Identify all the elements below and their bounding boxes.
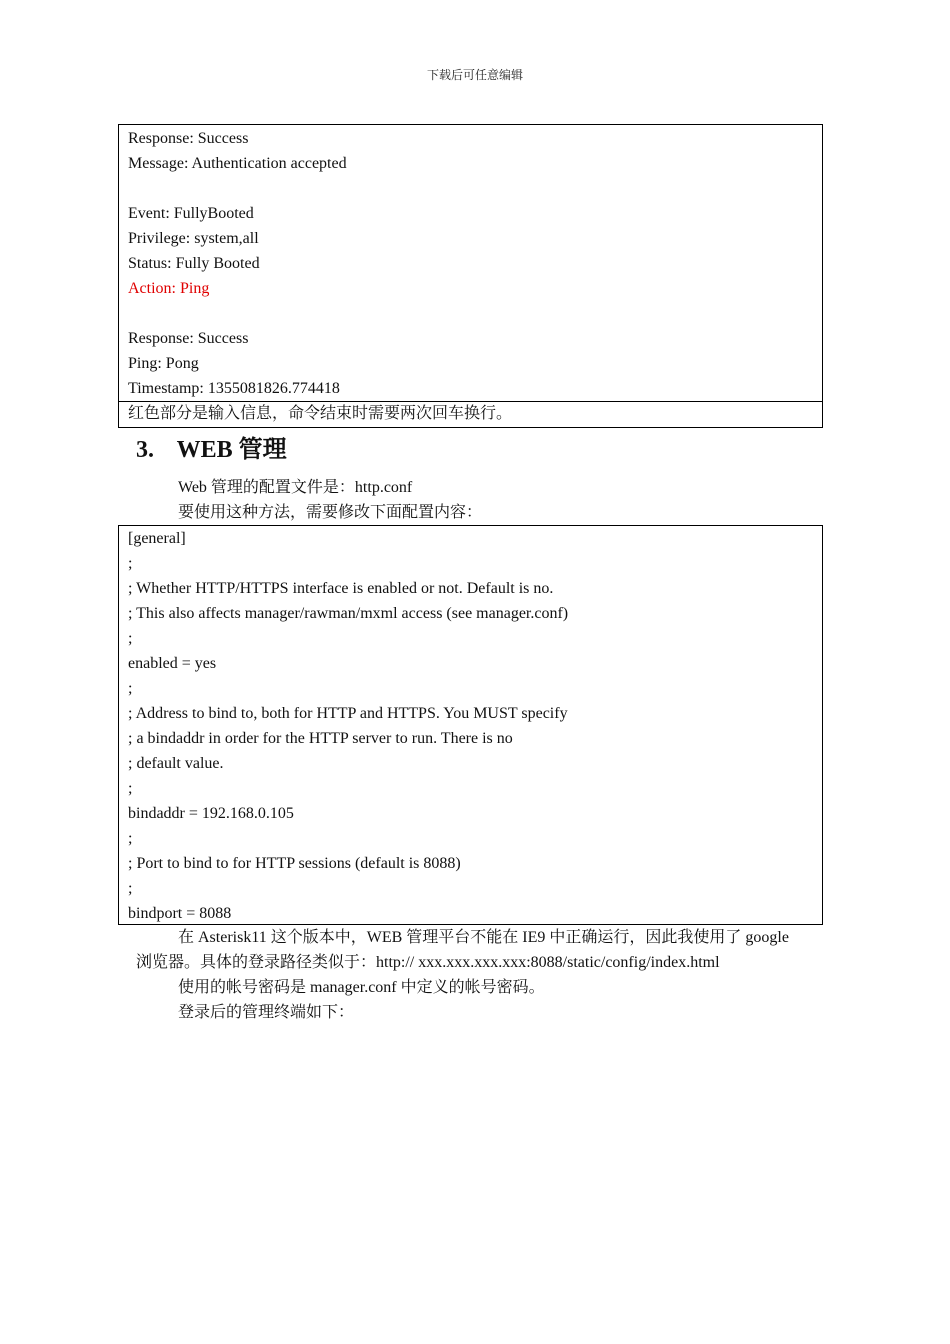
http-conf-line: ;	[128, 830, 133, 847]
http-conf-line: bindport = 8088	[128, 905, 232, 922]
body-paragraph-2: 使用的帐号密码是 manager.conf 中定义的帐号密码。	[178, 979, 545, 996]
http-conf-line: ; Address to bind to, both for HTTP and HTTPS. You MUST specify	[128, 705, 568, 722]
ami-output-line: Privilege: system,all	[128, 230, 259, 247]
http-conf-line: ;	[128, 880, 133, 897]
ami-output-line: Response: Success	[128, 130, 249, 147]
ami-output-line: Ping: Pong	[128, 355, 199, 372]
http-conf-box	[118, 525, 823, 925]
http-conf-line: ; default value.	[128, 755, 224, 772]
http-conf-line: ;	[128, 680, 133, 697]
ami-output-line: Action: Ping	[128, 280, 210, 297]
ami-output-box	[118, 124, 823, 428]
http-conf-line: enabled = yes	[128, 655, 217, 672]
http-conf-line: ; Whether HTTP/HTTPS interface is enabled or not. Default is no.	[128, 580, 554, 597]
ami-output-line: Response: Success	[128, 330, 249, 347]
body-paragraph-1-line-2: 浏览器。具体的登录路径类似于：http:// xxx.xxx.xxx.xxx:8088/static/config/index.html	[136, 954, 720, 971]
http-conf-line: bindaddr = 192.168.0.105	[128, 805, 294, 822]
intro-line-2: 要使用这种方法，需要修改下面配置内容：	[178, 504, 483, 521]
ami-blank-line	[128, 301, 822, 326]
ami-output-line: Timestamp: 1355081826.774418	[128, 380, 340, 397]
ami-output-note: 红色部分是输入信息，命令结束时需要两次回车换行。	[119, 401, 822, 427]
http-conf-line: ; a bindaddr in order for the HTTP server to run. There is no	[128, 730, 513, 747]
body-paragraph-1-line-1: 在 Asterisk11 这个版本中，WEB 管理平台不能在 IE9 中正确运行，因此我使用了 google	[178, 929, 789, 946]
http-conf-line: ;	[128, 630, 133, 647]
ami-output-line: Message: Authentication accepted	[128, 155, 347, 172]
section-heading	[136, 433, 287, 467]
page-header: 下载后可任意编辑	[426, 68, 523, 82]
ami-blank-line	[128, 176, 822, 201]
ami-output-lines	[119, 125, 822, 401]
http-conf-line: [general]	[128, 530, 186, 547]
body-paragraph-3: 登录后的管理终端如下：	[178, 1004, 355, 1021]
http-conf-line: ; This also affects manager/rawman/mxml access (see manager.conf)	[128, 605, 569, 622]
http-conf-lines	[119, 526, 822, 926]
intro-line-1: Web 管理的配置文件是：http.conf	[178, 479, 413, 496]
section-number: 3.	[136, 437, 154, 463]
section-title: WEB 管理	[176, 437, 287, 463]
ami-output-line: Event: FullyBooted	[128, 205, 254, 222]
http-conf-line: ; Port to bind to for HTTP sessions (default is 8088)	[128, 855, 461, 872]
http-conf-line: ;	[128, 555, 133, 572]
http-conf-line: ;	[128, 780, 133, 797]
ami-output-line: Status: Fully Booted	[128, 255, 260, 272]
